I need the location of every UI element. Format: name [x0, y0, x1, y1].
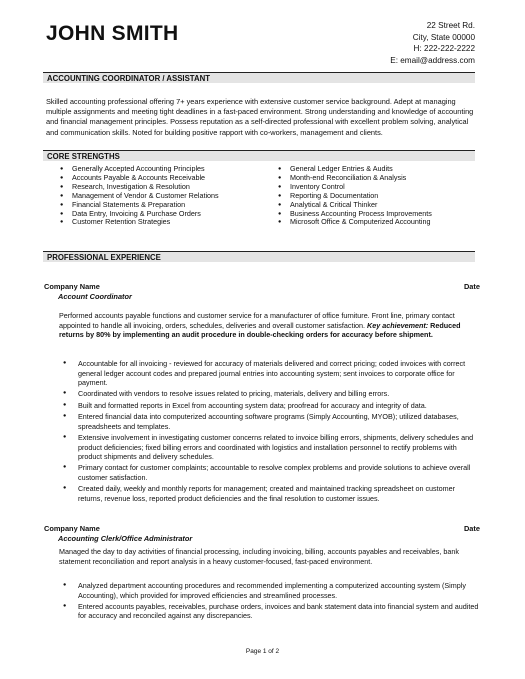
strength-item: ● Inventory Control — [278, 183, 432, 192]
strength-item: ● Management of Vendor & Customer Relations — [60, 192, 278, 201]
strength-item: ● Financial Statements & Preparation — [60, 201, 278, 210]
job-description-text: Performed accounts payable functions and customer service for a manufacturer of office furniture. Front line, primary contact appointed to handle all invoicing, orders, schedules, deliveries and overall customer satisfaction. — [59, 311, 455, 330]
candidate-name: JOHN SMITH — [46, 22, 179, 45]
strength-item: ● Microsoft Office & Computerized Accounting — [278, 218, 432, 227]
list-item: ● Coordinated with vendors to resolve issues related to pricing, materials, delivery and billing errors. — [59, 389, 481, 399]
strength-item: ● General Ledger Entries & Audits — [278, 165, 432, 174]
strength-item: ● Month-end Reconciliation & Analysis — [278, 174, 432, 183]
summary-heading: ACCOUNTING COORDINATOR / ASSISTANT — [43, 72, 475, 83]
job-description — [59, 311, 479, 340]
company-name: Company Name — [44, 524, 100, 533]
email-address: E: email@address.com — [390, 55, 475, 65]
list-item: ● Entered financial data into computerized accounting software programs (Simply Accounting, MYOB); utilized databases, spreadsheets and templates. — [59, 412, 481, 431]
list-item: ● Built and formatted reports in Excel from accounting system data; proofread for accuracy and integrity of data. — [59, 401, 481, 411]
list-item: ● Accountable for all invoicing - reviewed for accuracy of materials delivered and correct pricing; coded invoices with correct general ledger account codes and prepared journal entries into accounting system; sent invoices to corporate office for payment. — [59, 359, 481, 388]
strength-item: ● Research, Investigation & Resolution — [60, 183, 278, 192]
contact-block — [390, 20, 475, 66]
experience-heading: PROFESSIONAL EXPERIENCE — [43, 251, 475, 262]
strength-item: ● Data Entry, Invoicing & Purchase Orders — [60, 210, 278, 219]
strength-item: ● Business Accounting Process Improvements — [278, 210, 432, 219]
core-strengths-heading: CORE STRENGTHS — [43, 150, 475, 161]
list-item: ● Extensive involvement in investigating customer concerns related to invoice billing errors, shipments, delivery schedules and product deficiencies; fixed billing errors and coordinated with logistics and installation personnel to rectify problems with product shipments and delivery schedules. — [59, 433, 481, 462]
job-header — [44, 282, 480, 302]
strengths-column-left — [60, 165, 278, 227]
job-date: Date — [463, 524, 480, 533]
address-city: City, State 00000 — [412, 32, 475, 42]
key-achievement-text: Reduced returns by 80% by implementing an audit procedure in double-checking orders for accuracy before shipment. — [59, 320, 461, 340]
list-item: ● Created daily, weekly and monthly reports for management; created and maintained tracking spreadsheet on customer returns, revenue loss, reported product deficiencies and the final resolution to customer issues. — [59, 484, 481, 503]
page-number: Page 1 of 2 — [245, 648, 280, 655]
strength-item: ● Reporting & Documentation — [278, 192, 432, 201]
list-item: ● Entered accounts payables, receivables, purchase orders, invoices and bank statement data into financial system and audited for accuracy and reconciled against any discrepancies. — [59, 602, 481, 621]
job-description — [59, 547, 479, 566]
job-title: Account Coordinator — [58, 292, 132, 301]
strengths-column-right — [278, 165, 432, 227]
company-name: Company Name — [44, 282, 100, 291]
strength-item: ● Customer Retention Strategies — [60, 218, 278, 227]
list-item: ● Primary contact for customer complaints; accountable to resolve complex problems and provide solutions to achieve overall customer satisfaction. — [59, 463, 481, 482]
job-date: Date — [463, 282, 480, 291]
core-strengths-list — [60, 165, 480, 227]
job-responsibilities — [59, 581, 481, 623]
strength-item: ● Accounts Payable & Accounts Receivable — [60, 174, 278, 183]
job-responsibilities — [59, 359, 481, 505]
strength-item: ● Generally Accepted Accounting Principles — [60, 165, 278, 174]
phone-number: H: 222-222-2222 — [413, 44, 475, 53]
job-description-text: Managed the day to day activities of financial processing, including invoicing, billing, accounts payables and receivables, bank statement reconciliation and report analysis in a heavy customer-focused, fast-paced environment. — [59, 547, 459, 566]
summary-text: Skilled accounting professional offering 7+ years experience with extensive customer service background. Adept at managing multiple assignments and meeting tight deadlines in a fast-paced environment. Strong understanding and knowledge of accounting and financial management principles. Possess reputation as a self-directed professional with excellent problem solving, analytical and communication skills. Noted for building positive rapport with co-workers, management and clients. — [46, 97, 474, 137]
job-header — [44, 524, 480, 544]
list-item: ● Analyzed department accounting procedures and recommended implementing a computerized accounting system (Simply Accounting), which provided for improved efficiencies and streamlined processes. — [59, 581, 481, 600]
address-street: 22 Street Rd. — [426, 21, 475, 30]
job-title: Accounting Clerk/Office Administrator — [58, 534, 193, 543]
strength-item: ● Analytical & Critical Thinker — [278, 201, 432, 210]
key-achievement-label: Key achievement: — [367, 320, 429, 330]
